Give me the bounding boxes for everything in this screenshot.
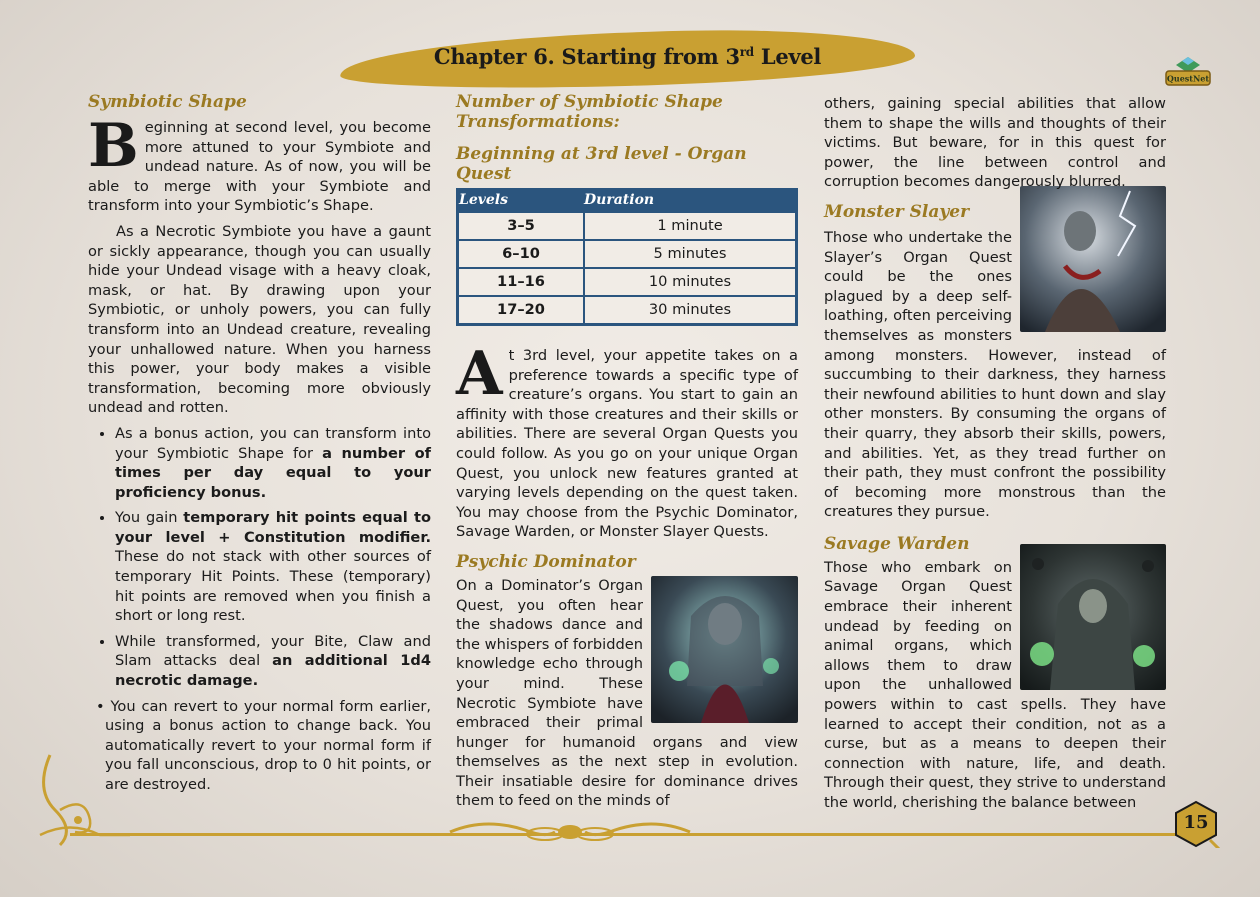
dropcap-a: A (456, 339, 503, 409)
corner-flourish-icon (30, 750, 130, 850)
dropcap-b: B (88, 111, 139, 181)
cell-duration: 30 minutes (584, 296, 796, 325)
table-row (458, 240, 797, 268)
list-item: • As a bonus action, you can transform into your Symbiotic Shape for a number of times per day equal to your proficiency bonus. (115, 424, 431, 502)
cell-level: 6–10 (458, 240, 585, 268)
heading-organ-quest: Beginning at 3rd level - Organ Quest (456, 144, 747, 184)
cell-duration: 10 minutes (584, 268, 796, 296)
cell-level: 17–20 (458, 296, 585, 325)
paragraph-dominator: On a Dominator’s Organ Quest, you often hear the shadows dance and the whispers of forbidden knowledge echo through your mind. These Necrotic Symbiote have embraced their primal hunger for humanoid organs and view themselves as the next step in evolution. Their insatiable desire for dominance drives them to feed on the minds of (456, 576, 798, 810)
header-levels: Levels (458, 190, 585, 213)
heading-savage-warden: Savage Warden (824, 533, 970, 554)
questnet-logo-icon (1163, 55, 1213, 93)
heading-psychic-dominator: Psychic Dominator (456, 551, 636, 572)
page-number: 15 (1183, 812, 1209, 833)
heading-transformations: Number of Symbiotic Shape Transformations: (456, 92, 723, 132)
list-item: • You can revert to your normal form earlier, using a bonus action to change back. You automatically revert to your normal form if you fall unconscious, drop to 0 hit points, or are destroyed. (105, 697, 431, 795)
list-item: • While transformed, your Bite, Claw and Slam attacks deal an additional 1d4 necrotic damage. (115, 632, 431, 691)
heading-symbiotic-shape: Symbiotic Shape (88, 92, 247, 112)
heading-monster-slayer: Monster Slayer (824, 201, 970, 222)
column-1 (88, 92, 431, 801)
cell-duration: 1 minute (584, 212, 796, 240)
cell-level: 11–16 (458, 268, 585, 296)
header-duration: Duration (584, 190, 796, 213)
paragraph-slayer: Those who undertake the Slayer’s Organ Quest could be the ones plagued by a deep self-loathing, often perceiving themselves as monsters among monsters. However, instead of succumbing to their darkness, they harness their newfound abilities to hunt down and slay other monsters. By consuming the organs of their quarry, they absorb their skills, powers, and abilities. Yet, as they tread further on their path, they must confront the possibility of becoming more monstrous than the creatures they pursue. (824, 228, 1166, 521)
paragraph-others: others, gaining special abilities that allow them to shape the wills and thoughts of their victims. But beware, for in this quest for power, the line between control and corruption becomes dangerously blurred. (824, 95, 1166, 191)
column-3 (824, 94, 1166, 813)
cell-level: 3–5 (458, 212, 585, 240)
levels-table (456, 188, 798, 326)
paragraph-gaunt: As a Necrotic Symbiote you have a gaunt or sickly appearance, though you can usually hide your Undead visage with a heavy cloak, mask, or hat. By drawing upon your Symbiotic, or unholy powers, you can fully transform into an Undead creature, revealing your unhallowed nature. When you harness this power, your body makes a visible transformation, becoming more obviously undead and rotten. (88, 222, 431, 417)
logo-text: QuestNet (1166, 73, 1210, 84)
table-row (458, 296, 797, 325)
psychic-dominator-art (651, 576, 798, 723)
savage-warden-art (1020, 544, 1166, 690)
revert-list (88, 697, 431, 795)
paragraph-warden: Those who embark on Savage Organ Quest embrace their inherent undead by feeding on animal organs, which allows them to draw upon the unhallowed powers within to cast spells. They have learned to accept their condition, not as a curse, but as a means to deepen their connection with nature, life, and death. Through their quest, they strive to understand the world, cherishing the balance between (824, 558, 1166, 811)
chapter-title: Chapter 6. Starting from 3rd Level (433, 44, 822, 69)
table-row (458, 268, 797, 296)
center-ornament-icon (445, 812, 695, 852)
table-row (458, 212, 797, 240)
monster-slayer-art (1020, 186, 1166, 332)
table-header-row (458, 190, 797, 213)
list-item: • You gain temporary hit points equal to your level + Constitution modifier. These do not stack with other sources of temporary Hit Points. These (temporary) hit points are removed when you finish a short or long rest. (115, 508, 431, 626)
paragraph-intro: Beginning at second level, you become more attuned to your Symbiote and undead nature. As of now, you will be able to merge with your Symbiote and transform into your Symbiotic’s Shape. (88, 111, 431, 215)
cell-duration: 5 minutes (584, 240, 796, 268)
paragraph-appetite: At 3rd level, your appetite takes on a preference towards a specific type of creature’s organs. You start to gain an affinity with those creatures and their skills or abilities. There are several Organ Quests you could follow. As you go on your unique Organ Quest, you unlock new features granted at varying levels depending on the quest taken. You may choose from the Psychic Dominator, Savage Warden, or Monster Slayer Quests. (456, 339, 798, 541)
feature-list (88, 424, 431, 691)
column-2 (456, 92, 798, 811)
